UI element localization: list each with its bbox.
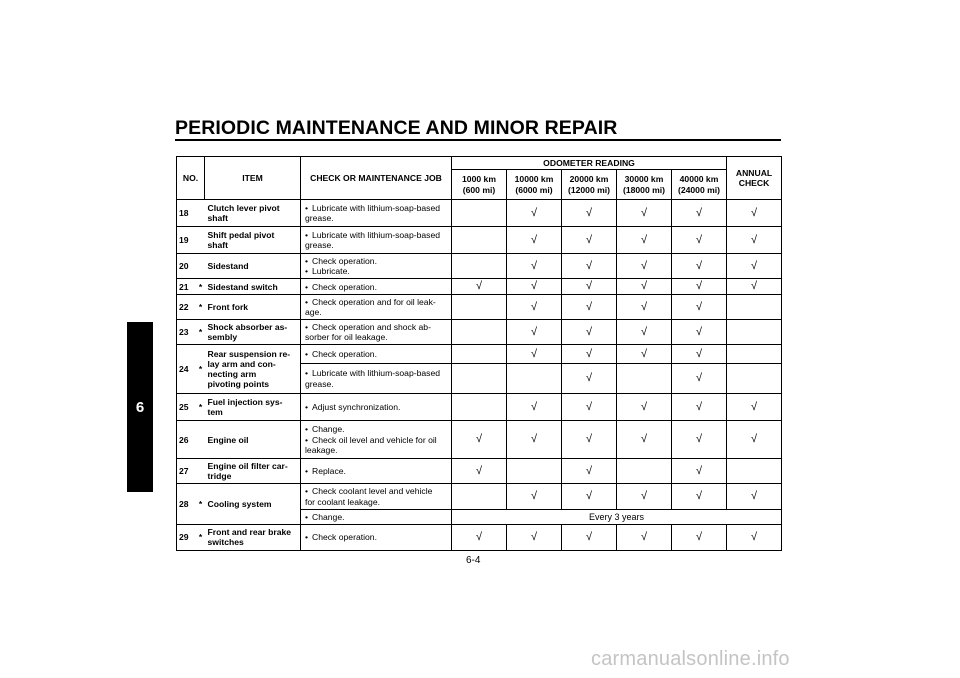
empty-cell (452, 200, 507, 227)
maintenance-job: • Check operation and shock ab- sorber for oil leakage. (301, 320, 452, 345)
maintenance-table (176, 156, 782, 551)
item-name: Fuel injection sys- tem (205, 394, 301, 421)
item-name: Clutch lever pivot shaft (205, 200, 301, 227)
check-mark-icon: √ (562, 320, 617, 345)
check-mark-icon: √ (617, 320, 672, 345)
check-mark-icon: √ (617, 227, 672, 254)
row-asterisk: * (197, 484, 205, 525)
table-row (177, 200, 782, 227)
bullet-icon: • (305, 532, 309, 543)
check-mark-icon: √ (617, 524, 672, 550)
bullet-icon: • (305, 434, 309, 445)
empty-cell (452, 295, 507, 320)
header-annual-check: ANNUAL CHECK (727, 157, 782, 200)
bullet-icon: • (305, 230, 309, 241)
maintenance-job: • Check operation and for oil leak- age. (301, 295, 452, 320)
check-mark-icon: √ (672, 279, 727, 295)
table-row (177, 295, 782, 320)
check-mark-icon: √ (507, 320, 562, 345)
row-number: 24 (177, 345, 197, 394)
check-mark-icon: √ (672, 295, 727, 320)
bullet-icon: • (305, 266, 309, 277)
header-interval: 40000 km (24000 mi) (672, 170, 727, 200)
row-number: 29 (177, 524, 197, 550)
bullet-icon: • (305, 202, 309, 213)
check-mark-icon: √ (617, 421, 672, 459)
row-asterisk: * (197, 279, 205, 295)
bullet-icon: • (305, 368, 309, 379)
page-number: 6-4 (466, 555, 481, 566)
check-mark-icon: √ (562, 484, 617, 510)
check-mark-icon: √ (672, 484, 727, 510)
table-row (177, 279, 782, 295)
row-number: 18 (177, 200, 197, 227)
row-asterisk (197, 254, 205, 279)
item-name: Shock absorber as- sembly (205, 320, 301, 345)
item-name: Rear suspension re- lay arm and con- necting arm pivoting points (205, 345, 301, 394)
check-mark-icon: √ (672, 394, 727, 421)
check-mark-icon: √ (562, 458, 617, 483)
header-interval: 10000 km (6000 mi) (507, 170, 562, 200)
check-mark-icon: √ (617, 484, 672, 510)
check-mark-icon: √ (452, 421, 507, 459)
check-mark-icon: √ (672, 363, 727, 393)
check-mark-icon: √ (562, 200, 617, 227)
item-name: Shift pedal pivot shaft (205, 227, 301, 254)
empty-cell (727, 458, 782, 483)
table-row (177, 458, 782, 483)
item-name: Cooling system (205, 484, 301, 525)
empty-cell (452, 394, 507, 421)
row-number: 22 (177, 295, 197, 320)
check-mark-icon: √ (617, 254, 672, 279)
check-mark-icon: √ (507, 227, 562, 254)
check-mark-icon: √ (672, 227, 727, 254)
check-mark-icon: √ (507, 421, 562, 459)
header-item: ITEM (205, 157, 301, 200)
empty-cell (452, 320, 507, 345)
header-interval: 20000 km (12000 mi) (562, 170, 617, 200)
maintenance-job: • Check coolant level and vehicle for coolant leakage. (301, 484, 452, 510)
check-mark-icon: √ (562, 279, 617, 295)
check-mark-icon: √ (452, 458, 507, 483)
bullet-icon: • (305, 424, 309, 435)
watermark: carmanualsonline.info (591, 648, 790, 670)
maintenance-job: • Check operation. (301, 279, 452, 295)
check-mark-icon: √ (507, 279, 562, 295)
empty-cell (727, 363, 782, 393)
check-mark-icon: √ (562, 254, 617, 279)
check-mark-icon: √ (507, 295, 562, 320)
empty-cell (727, 345, 782, 364)
interval-note: Every 3 years (452, 510, 782, 525)
bullet-icon: • (305, 511, 309, 522)
bullet-icon: • (305, 465, 309, 476)
check-mark-icon: √ (672, 200, 727, 227)
row-asterisk (197, 227, 205, 254)
header-interval: 1000 km (600 mi) (452, 170, 507, 200)
row-number: 23 (177, 320, 197, 345)
check-mark-icon: √ (727, 421, 782, 459)
bullet-icon: • (305, 296, 309, 307)
check-mark-icon: √ (617, 295, 672, 320)
row-asterisk (197, 421, 205, 459)
header-odometer: ODOMETER READING (452, 157, 727, 170)
row-number: 25 (177, 394, 197, 421)
maintenance-job: • Replace. (301, 458, 452, 483)
row-number: 19 (177, 227, 197, 254)
item-name: Front and rear brake switches (205, 524, 301, 550)
check-mark-icon: √ (672, 524, 727, 550)
table-row (177, 524, 782, 550)
check-mark-icon: √ (562, 295, 617, 320)
maintenance-job: • Change. • Check oil level and vehicle for oil leakage. (301, 421, 452, 459)
empty-cell (727, 320, 782, 345)
check-mark-icon: √ (727, 394, 782, 421)
empty-cell (452, 345, 507, 364)
empty-cell (452, 363, 507, 393)
empty-cell (452, 227, 507, 254)
row-number: 27 (177, 458, 197, 483)
maintenance-job: • Change. (301, 510, 452, 525)
check-mark-icon: √ (617, 394, 672, 421)
check-mark-icon: √ (727, 227, 782, 254)
empty-cell (507, 458, 562, 483)
bullet-icon: • (305, 348, 309, 359)
chapter-tab: 6 (127, 322, 153, 492)
bullet-icon: • (305, 402, 309, 413)
check-mark-icon: √ (452, 524, 507, 550)
check-mark-icon: √ (562, 421, 617, 459)
row-asterisk: * (197, 295, 205, 320)
header-interval: 30000 km (18000 mi) (617, 170, 672, 200)
row-asterisk: * (197, 345, 205, 394)
check-mark-icon: √ (617, 345, 672, 364)
empty-cell (507, 363, 562, 393)
check-mark-icon: √ (727, 524, 782, 550)
item-name: Front fork (205, 295, 301, 320)
check-mark-icon: √ (452, 279, 507, 295)
check-mark-icon: √ (727, 254, 782, 279)
check-mark-icon: √ (727, 484, 782, 510)
check-mark-icon: √ (562, 394, 617, 421)
table-row (177, 345, 782, 364)
table-row (177, 254, 782, 279)
maintenance-job: • Adjust synchronization. (301, 394, 452, 421)
row-number: 28 (177, 484, 197, 525)
check-mark-icon: √ (507, 524, 562, 550)
empty-cell (727, 295, 782, 320)
maintenance-job: • Check operation. • Lubricate. (301, 254, 452, 279)
empty-cell (617, 458, 672, 483)
check-mark-icon: √ (507, 345, 562, 364)
check-mark-icon: √ (727, 279, 782, 295)
item-name: Sidestand switch (205, 279, 301, 295)
header-job: CHECK OR MAINTENANCE JOB (301, 157, 452, 200)
check-mark-icon: √ (617, 200, 672, 227)
table-row (177, 227, 782, 254)
table-row (177, 394, 782, 421)
row-number: 20 (177, 254, 197, 279)
maintenance-job: • Check operation. (301, 524, 452, 550)
bullet-icon: • (305, 256, 309, 267)
item-name: Engine oil (205, 421, 301, 459)
row-asterisk (197, 458, 205, 483)
row-asterisk (197, 200, 205, 227)
empty-cell (452, 484, 507, 510)
check-mark-icon: √ (507, 394, 562, 421)
check-mark-icon: √ (672, 320, 727, 345)
check-mark-icon: √ (672, 345, 727, 364)
header-no: NO. (177, 157, 205, 200)
check-mark-icon: √ (617, 279, 672, 295)
item-name: Sidestand (205, 254, 301, 279)
page-title: PERIODIC MAINTENANCE AND MINOR REPAIR (175, 117, 618, 139)
check-mark-icon: √ (672, 254, 727, 279)
check-mark-icon: √ (562, 363, 617, 393)
table-row (177, 320, 782, 345)
item-name: Engine oil filter car- tridge (205, 458, 301, 483)
maintenance-job: • Lubricate with lithium-soap-based grease. (301, 227, 452, 254)
row-number: 21 (177, 279, 197, 295)
check-mark-icon: √ (507, 254, 562, 279)
check-mark-icon: √ (562, 524, 617, 550)
empty-cell (452, 254, 507, 279)
check-mark-icon: √ (672, 421, 727, 459)
bullet-icon: • (305, 321, 309, 332)
check-mark-icon: √ (507, 200, 562, 227)
maintenance-job: • Lubricate with lithium-soap-based grease. (301, 200, 452, 227)
bullet-icon: • (305, 486, 309, 497)
check-mark-icon: √ (507, 484, 562, 510)
check-mark-icon: √ (562, 345, 617, 364)
empty-cell (617, 363, 672, 393)
row-asterisk: * (197, 524, 205, 550)
row-asterisk: * (197, 394, 205, 421)
check-mark-icon: √ (672, 458, 727, 483)
table-row (177, 484, 782, 510)
bullet-icon: • (305, 281, 309, 292)
row-asterisk: * (197, 320, 205, 345)
maintenance-job: • Check operation. (301, 345, 452, 364)
maintenance-job: • Lubricate with lithium-soap-based grease. (301, 363, 452, 393)
check-mark-icon: √ (562, 227, 617, 254)
table-row (177, 421, 782, 459)
row-number: 26 (177, 421, 197, 459)
title-rule (175, 139, 781, 141)
check-mark-icon: √ (727, 200, 782, 227)
